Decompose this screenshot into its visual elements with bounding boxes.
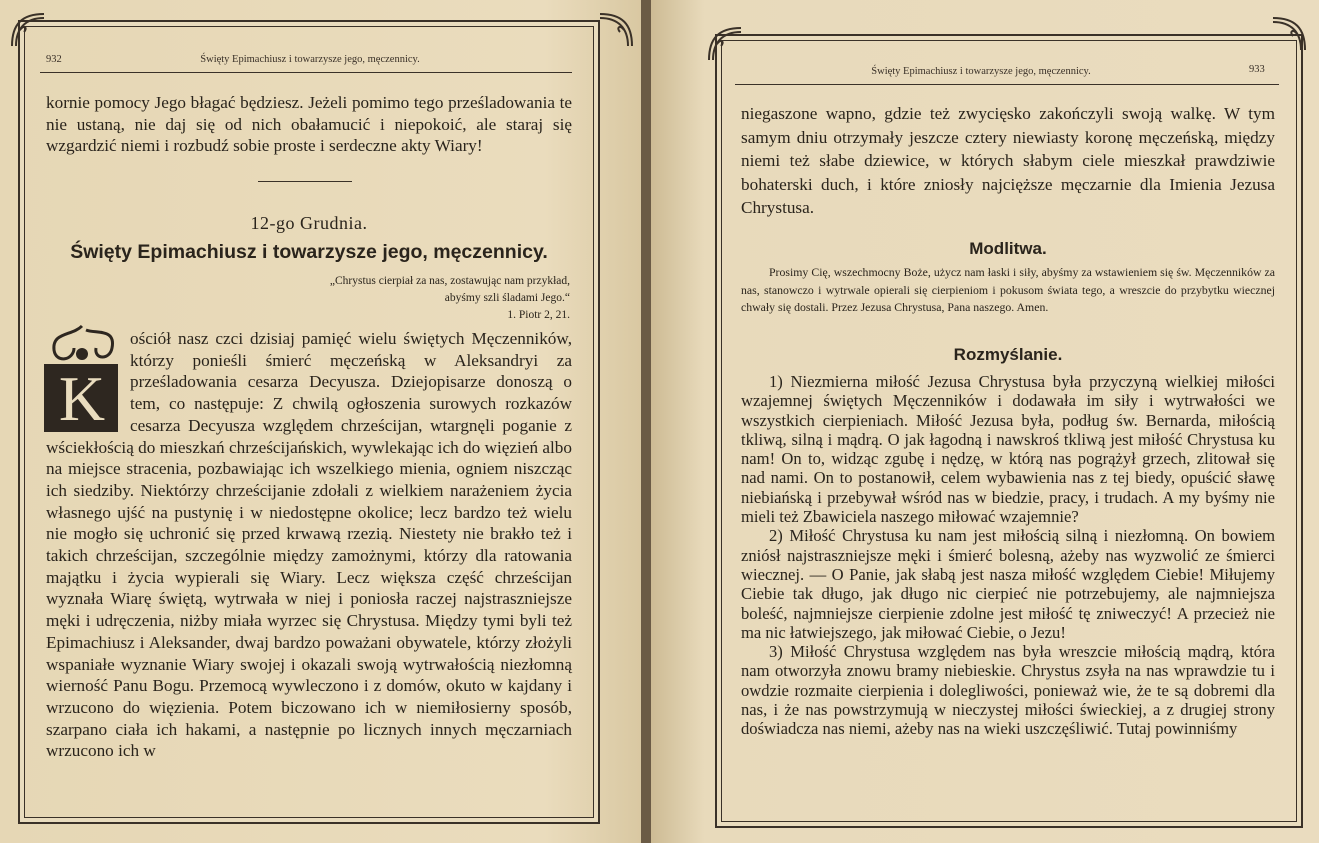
meditation-heading: Rozmyślanie. [953, 345, 1063, 364]
epigraph: „Chrystus cierpiał za nas, zostawując nam przykład, abyśmy szli śladami Jego.“ [329, 275, 570, 304]
running-header: Święty Epimachiusz i towarzysze jego, męczennicy. [200, 54, 420, 65]
prayer-heading: Modlitwa. [969, 239, 1047, 258]
body-text-block [46, 328, 572, 762]
left-page [0, 0, 641, 843]
page-number: 933 [1249, 64, 1265, 75]
decorated-initial-icon [42, 324, 122, 436]
meditation-text [741, 372, 1275, 739]
running-header: Święty Epimachiusz i towarzysze jego, męczennicy. [871, 66, 1091, 77]
chapter-title: Święty Epimachiusz i towarzysze jego, męczennicy. [70, 241, 548, 263]
meditation-paragraph: 2) Miłość Chrystusa ku nam jest miłością silną i niezłomną. On bowiem zniósł najstraszniejsze męki i śmierć bolesną, ażeby nas wyzwolić ze śmierci wiecznej. — O Panie, jak słabą jest nasza miłość względem Ciebie! Miłujemy Ciebie tak długo, jak długo nic cierpieć nie potrzebujemy, ale najmniejsza boleść, najmniejsze cierpienie zdolne jest miłość tę zniweczyć! A przecież nie ma nic łatwiejszego, jak miłować Ciebie, o Jezu! [741, 526, 1275, 642]
date-heading: 12-go Grudnia. [250, 213, 368, 233]
meditation-paragraph: 1) Niezmierna miłość Jezusa Chrystusa była przyczyną wielkiej miłości wzajemnej świętych Męczenników i dodawała im siły i wytrwałości we wszystkich cierpieniach. Miłość Jezusa była, podług św. Bernarda, miłością tkliwą, silną i mądrą. O jak łagodną i nawskroś tkliwą jest miłość Chrystusa ku nam! On to, widząc zgubę i nędzę, w którą nas pogrążył grzech, zlitował się nad nami. On to postanowił, celem wybawienia nas z tej biedy, opuścić sławę niebiańską i przebywał wśród nas w biedzie, pracy, i trudach. A my byśmy nie mieli też Zbawiciela naszego miłować wzajemnie? [741, 372, 1275, 527]
book-gutter [641, 0, 651, 843]
dropcap-letter: K [58, 363, 106, 434]
corner-ornament-icon [8, 10, 48, 50]
page-number: 932 [46, 54, 62, 65]
section-divider [258, 181, 352, 182]
meditation-paragraph: 3) Miłość Chrystusa względem nas była wreszcie miłością mądrą, która nam otworzyła znowu bramy niebieskie. Chrystus zsyła na nas wprawdzie tu i owdzie rozmaite cierpienia i dolegliwości, ponieważ wie, że te są dobremi dla nas, i że nas powstrzymują w nieczystej miłości świeckiej, a z drugiej strony doświadcza nas niemi, ażeby nas na wieki uszczęśliwić. Tutaj powinniśmy [741, 642, 1275, 739]
epigraph-reference: 1. Piotr 2, 21. [507, 309, 570, 321]
intro-text: niegaszone wapno, gdzie też zwycięsko zakończyli swoją walkę. W tym samym dniu otrzymały jeszcze cztery niewiasty koronę męczeńską, między niemi też słabe dziewice, w których słabym ciele mieszkał prawdziwie bohaterski duch, i które zniosły najcięższe męczarnie dla Imienia Jezusa Chrystusa. [741, 104, 1275, 217]
header-rule [735, 84, 1279, 85]
corner-ornament-icon [1269, 14, 1309, 54]
header-rule [40, 72, 572, 73]
intro-text: kornie pomocy Jego błagać będziesz. Jeżeli pomimo tego prześladowania te nie ustaną, nie daj się od nich obałamucić i niepokoić, ale staraj się wzgardzić niemi i rozbudź sobie proste i serdeczne akty Wiary! [46, 93, 572, 156]
corner-ornament-icon [705, 24, 745, 64]
right-page [651, 0, 1319, 843]
corner-ornament-icon [596, 10, 636, 50]
body-text: ościół nasz czci dzisiaj pamięć wielu świętych Męczenników, którzy ponieśli śmierć męczeńską w Aleksandryi za prześladowania cesarza Decyusza. Dziejopisarze donoszą o tem, co następuje: Z chwilą ogłoszenia surowych rozkazów cesarza Decyusza względem chrześcijan, wtargnęli poganie z wściekłością do mieszkań chrześcijańskich, wywlekając ich do więzień albo na miejsce stracenia, pozbawiając ich wszelkiego mienia, ogniem niszcząc ich siedziby. Niektórzy chrześcijanie zdołali z wielkiem narażeniem życia własnego ujść na pustynię i w niedostępne okolice; lecz bardzo też wielu nie mogło się uchronić się przed krwawą rzezią. Niestety nie brakło też i takich chrześcijan, szczególnie między zamożnymi, którzy dla ratowania majątku i życia wypierali się Wiary. Lecz większa część chrześcijan wyznała Wiarę świętą, wytrwała w niej i poniosła raczej najstraszniejsze męki i udręczenia, niżby miała wyrzec się Chrystusa. Między tymi byli też Epimachiusz i Aleksander, dwaj bardzo poważani obywatele, którzy złożyli wspaniałe wyznanie Wiary swojej i okazali swoją wytrwałością niezłomną wierność Panu Bogu. Przemocą wywleczono i z domów, okuto w kajdany i wrzucono do więzienia. Potem biczowano ich w niemiłosierny sposób, szarpano ciała ich hakami, a następnie po licznych innych męczarniach wrzucono ich w [46, 329, 572, 761]
prayer-text: Prosimy Cię, wszechmocny Boże, użycz nam łaski i siły, abyśmy za wstawieniem się św. Męczenników za nas, stanowczo i wytrwale opierali się cierpieniom i pokusom świata tego, a wreszcie do przybytku wiecznej chwały się dostali. Przez Jezusa Chrystusa, Pana naszego. Amen. [741, 265, 1275, 314]
